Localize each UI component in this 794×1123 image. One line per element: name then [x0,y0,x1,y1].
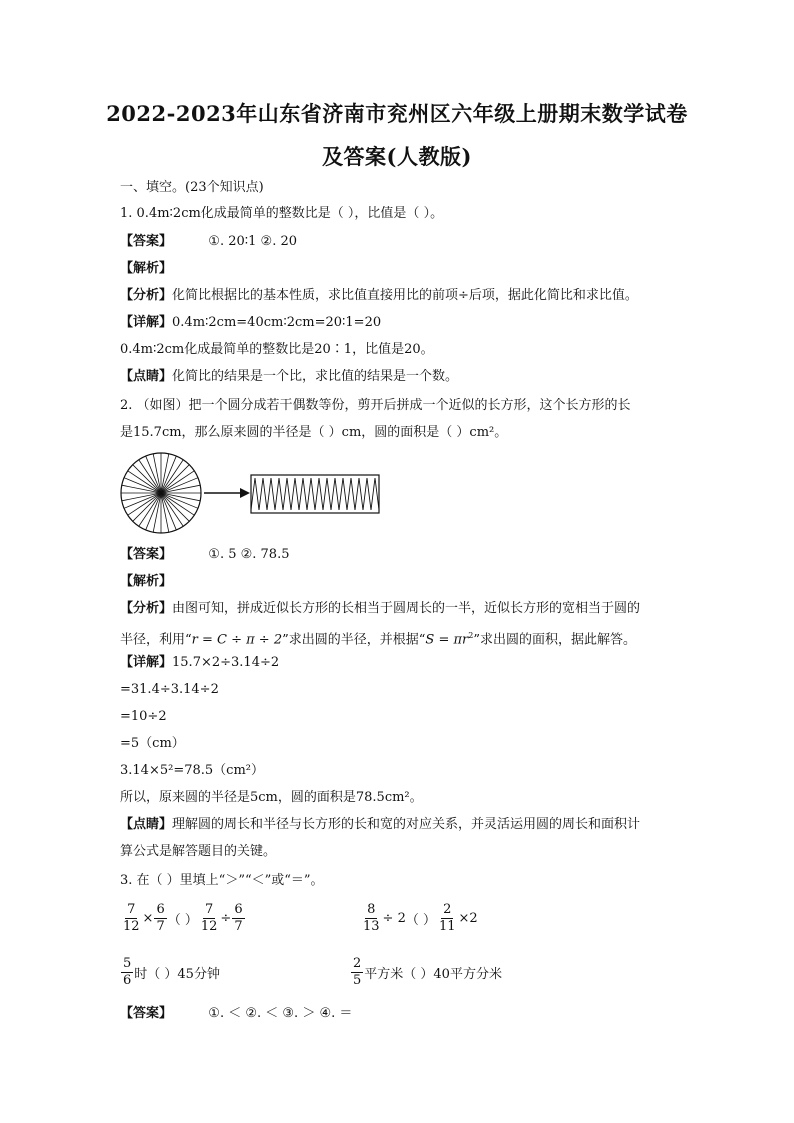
q2-question-line1: 2. （如图）把一个圆分成若干偶数等份，剪开后拼成一个近似的长方形，这个长方形的长 [120,398,631,413]
q3-item-2 [360,902,478,935]
section-heading: 一、填空。(23个知识点) [120,180,264,195]
fraction: $\frac{7}{12}$ [200,902,218,934]
analysis-tag: 【解析】 [120,574,173,589]
q3-item-4 [350,956,502,989]
q1-point-row [120,367,458,387]
q3-answer: ①. ＜ ②. ＜ ③. ＞ ④. ＝ [208,1006,353,1021]
answer-tag: 【答案】 [120,1006,173,1021]
q3-item-3 [120,956,220,989]
fraction: $\frac{6}{7}$ [234,902,243,934]
operator-operand: ×2 [458,911,478,926]
detail-tag: 【详解】 [120,655,173,670]
fenxi-tag: 【分析】 [120,601,173,616]
q2-step-0: 15.7×2÷3.14÷2 [172,655,280,670]
q2-detail-row [120,653,279,673]
point-tag: 【点睛】 [120,369,173,384]
operator: × [142,911,154,926]
fenxi-tag: 【分析】 [120,288,173,303]
formula-area: S = πr [425,632,469,648]
sector-zigzag [251,478,379,510]
answer-tag: 【答案】 [120,234,173,249]
q2-question-line2: 是15.7cm，那么原来圆的半径是（ ）cm，圆的面积是（ ）cm²。 [120,425,508,440]
q2-point-row1 [120,815,640,835]
circle-to-rectangle-figure [118,450,398,540]
q2-answer: ①. 5 ②. 78.5 [208,547,290,562]
q2-step-2: =10÷2 [120,709,167,724]
q1-fenxi: 化简比根据比的基本性质，求比值直接用比的前项÷后项，据此化简比和求比值。 [172,288,638,303]
q1-detail2: 0.4m∶2cm化成最简单的整数比是20∶1，比值是20。 [120,342,434,357]
q2-step-4: 3.14×5²=78.5（cm²） [120,763,264,778]
fraction: $\frac{2}{5}$ [353,956,362,988]
q2-fenxi1: 由图可知，拼成近似长方形的长相当于圆周长的一半，近似长方形的宽相当于圆的 [172,601,641,616]
document-title-line1: 2022-2023年山东省济南市兖州区六年级上册期末数学试卷 [106,101,688,126]
q2-fenxi2c: ”求出圆的面积，据此解答。 [473,632,636,648]
q2-conclusion: 所以，原来圆的半径是5cm，圆的面积是78.5cm²。 [120,790,423,805]
approx-rectangle [251,475,379,513]
q3-answer-row [120,1004,352,1024]
radius-line [133,465,161,493]
compare-text: 平方米（ ）40平方分米 [364,967,502,982]
fraction: $\frac{8}{13}$ [363,902,380,934]
answer-blank-2[interactable]: （ ） [405,913,436,928]
answer-tag: 【答案】 [120,547,173,562]
arrow-head [240,488,250,498]
q2-point1: 理解圆的周长和半径与长方形的长和宽的对应关系，并灵活运用圆的周长和面积计 [172,817,641,832]
radius-line [161,465,189,493]
q2-fenxi2b: ”求出圆的半径，并根据“ [282,632,426,648]
q1-point: 化简比的结果是一个比，求比值的结果是一个数。 [172,369,459,384]
q1-detail-row [120,313,381,333]
q3-question: 3. 在（ ）里填上“＞”“＜”或“＝”。 [120,873,324,888]
q1-question: 1. 0.4m∶2cm化成最简单的整数比是（ ），比值是（ ）。 [120,206,444,221]
q2-point2: 算公式是解答题目的关键。 [120,844,277,859]
q1-answer: ①. 20∶1 ②. 20 [208,234,298,249]
point-tag: 【点睛】 [120,817,173,832]
fraction: $\frac{6}{7}$ [156,902,165,934]
divided-circle [121,453,201,533]
detail-tag: 【详解】 [120,315,173,330]
q1-detail: 0.4m∶2cm=40cm∶2cm=20∶1=20 [172,315,382,330]
document-title-line2: 及答案(人教版) [322,144,472,169]
q2-answer-row [120,545,289,565]
operator: ÷ [220,911,232,926]
q2-step-3: =5（cm） [120,736,185,751]
q1-fenxi-row [120,286,638,306]
radius-line [133,493,161,521]
q2-step-1: =31.4÷3.14÷2 [120,682,219,697]
fraction: $\frac{5}{6}$ [123,956,132,988]
formula-area-exponent: 2 [468,631,474,640]
operator-operand: ÷ 2 [382,911,406,926]
q2-fenxi-row2 [120,626,636,650]
q2-fenxi2a: 半径，利用“ [120,632,192,648]
compare-text: 时（ ）45分钟 [134,967,220,982]
answer-blank-1[interactable]: （ ） [167,913,198,928]
radius-line [161,493,189,521]
fraction: $\frac{7}{12}$ [123,902,140,934]
q1-answer-row [120,232,297,252]
fraction: $\frac{2}{11}$ [438,902,456,934]
q2-fenxi-row1 [120,599,640,619]
analysis-tag: 【解析】 [120,261,173,276]
q3-item-1 [120,902,246,935]
formula-radius: r = C ÷ π ÷ 2 [191,632,283,648]
